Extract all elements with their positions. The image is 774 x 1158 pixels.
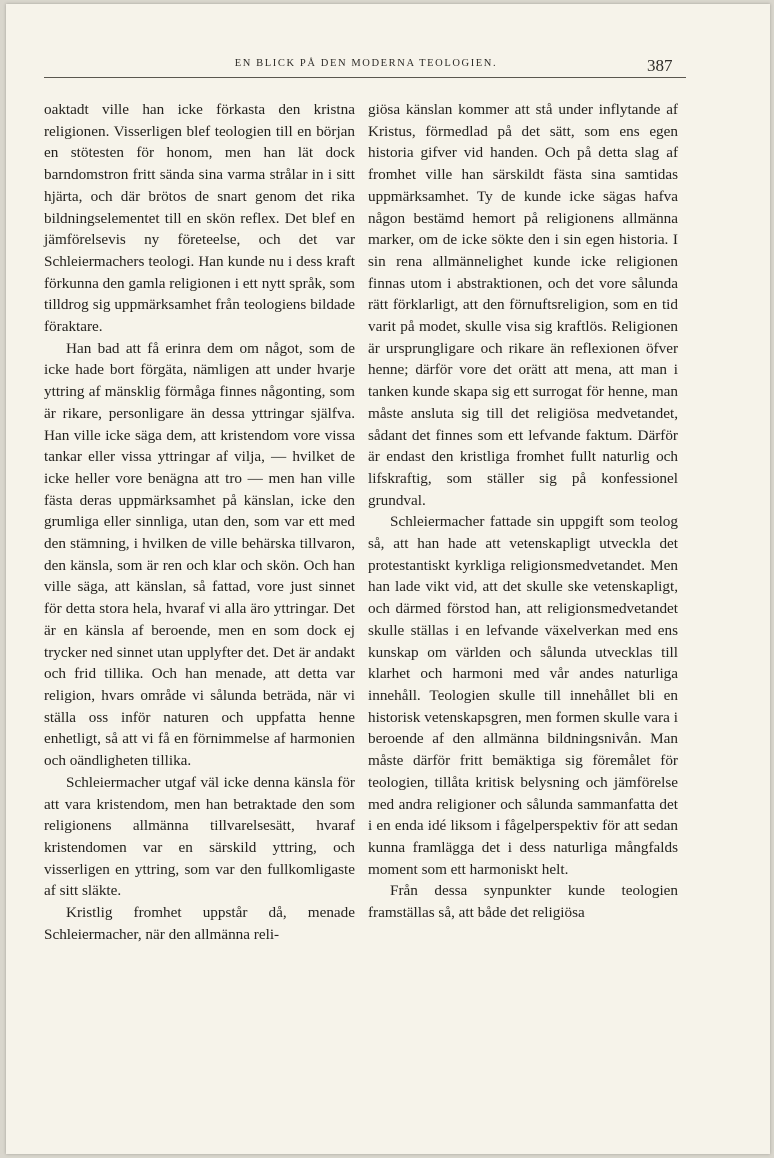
paragraph: Kristlig fromhet uppstår då, menade Schleiermacher, när den allmänna reli- — [44, 904, 355, 943]
paragraph: Schleiermacher utgaf väl icke denna känsla för att vara kristendom, men han betraktade den som religionens allmänna tillvarelsesätt, hvaraf kristendomen var en särskild yttring, och visserligen en yttring, som var den fullkomligaste af sitt släkte. — [44, 773, 355, 900]
paragraph: oaktadt ville han icke förkasta den kristna religionen. Visserligen blef teologien till en början en stötesten för honom, men han lät dock barndomstron fritt sända sina varma strålar in i sitt hjärta, och där brötos de snart genom det rika bildningselementet till en skön reflex. Det blef en jämförelsevis ny företeelse, och det var Schleiermachers teologi. Han kunde nu i dess kraft förkunna den gamla religionen i ett nytt språk, som tilldrog sig uppmärksamhet från teologiens bildade föraktare. — [44, 101, 355, 336]
paragraph: Schleiermacher fattade sin uppgift som teolog så, att han hade att vetenskapligt utveckla det protestantiskt kyrkliga religionsmedvetandet. Men han lade vikt vid, att det skulle ske vetenskapligt, och därmed förstod han, att religionsmedvetandet skulle ställas i en lefvande växelverkan med ens kunskap om världen och sålunda utvecklas till klarhet och harmoni med vår andes naturliga innehåll. Teologien skulle till innehållet bli en historisk vetenskapsgren, men formen skulle vara i beroende af den allmänna bildningsnivån. Man måste därför fritt bemäktiga sig föremålet för teologien, tillåta kritisk belysning och jämförelse med andra religioner och sålunda sammanfatta det i en enda idé liksom i fågelperspektiv för att sedan kunna framlägga det i dess naturliga mångfalds moment som ett harmoniskt helt. — [368, 513, 678, 878]
paragraph: Från dessa synpunkter kunde teologien framställas så, att både det religiösa — [368, 882, 678, 922]
page-number: 387 — [647, 56, 673, 75]
paragraph: Han bad att få erinra dem om något, som de icke hade bort förgäta, nämligen att under hvarje yttring af mänsklig förmåga finnes någonting, som är rikare, personligare än dessa yttringar själfva. Han ville icke säga dem, att kristendom vore vissa tankar eller vissa yttringar af vilja, — hvilket de icke heller vore benägna att tro — men han ville fästa deras uppmärksamhet på känslan, icke den grumliga eller sinnliga, utan den, som var ett med den stämning, i hvilken de ville behärska tillvaron, den känsla, som är ren och klar och skön. Och han ville säga, att känslan, så fattad, vore just sinnet för detta stora hela, hvaraf vi alla äro yttringar. Det är en känsla af beroende, men en som dock ej trycker ned sinnet utan upplyfter det. Det är andakt och frid tillika. Och han menade, att detta var religion, hvars område vi sålunda beträda, när vi ställa oss inför naturen och uppfatta henne enhetligt, så att vi få en förnimmelse af harmonien och oändligheten tillika. — [44, 339, 355, 770]
paragraph: giösa känslan kommer att stå under inflytande af Kristus, förmedlad på det sätt, som ens egen historia gifver vid handen. Och på detta slag af fromhet ville han särskildt fästa sina samtidas uppmärksamhet. Ty de kunde icke sägas hafva någon bestämd hemort på religionens allmänna marker, om de icke sökte den i sin egen historia. I sin rena allmännelighet kunde icke religionen finnas utom i abstraktionen, och det vore sålunda rätt förklarligt, att den förnuftsreligion, som en tid varit på modet, skulle visa sig kraftlös. Religionen är ursprungligare och rikare än reflexionen öfver henne; därför vore det orätt att mena, att man i tanken kunde skapa sig ett surrogat för henne, man måste ansluta sig till det religiösa medvetandet, sådant det finnes som ett lefvande faktum. Därför är endast den kristliga fromhet fullt naturlig och lifskraftig, som ställer sig på konfessionel grundval. — [368, 101, 678, 509]
page-header — [6, 56, 770, 78]
book-page — [6, 4, 770, 1154]
right-column — [368, 99, 678, 924]
running-title: EN BLICK PÅ DEN MODERNA TEOLOGIEN. — [234, 58, 498, 69]
header-rule — [44, 77, 686, 78]
left-column — [44, 99, 355, 945]
